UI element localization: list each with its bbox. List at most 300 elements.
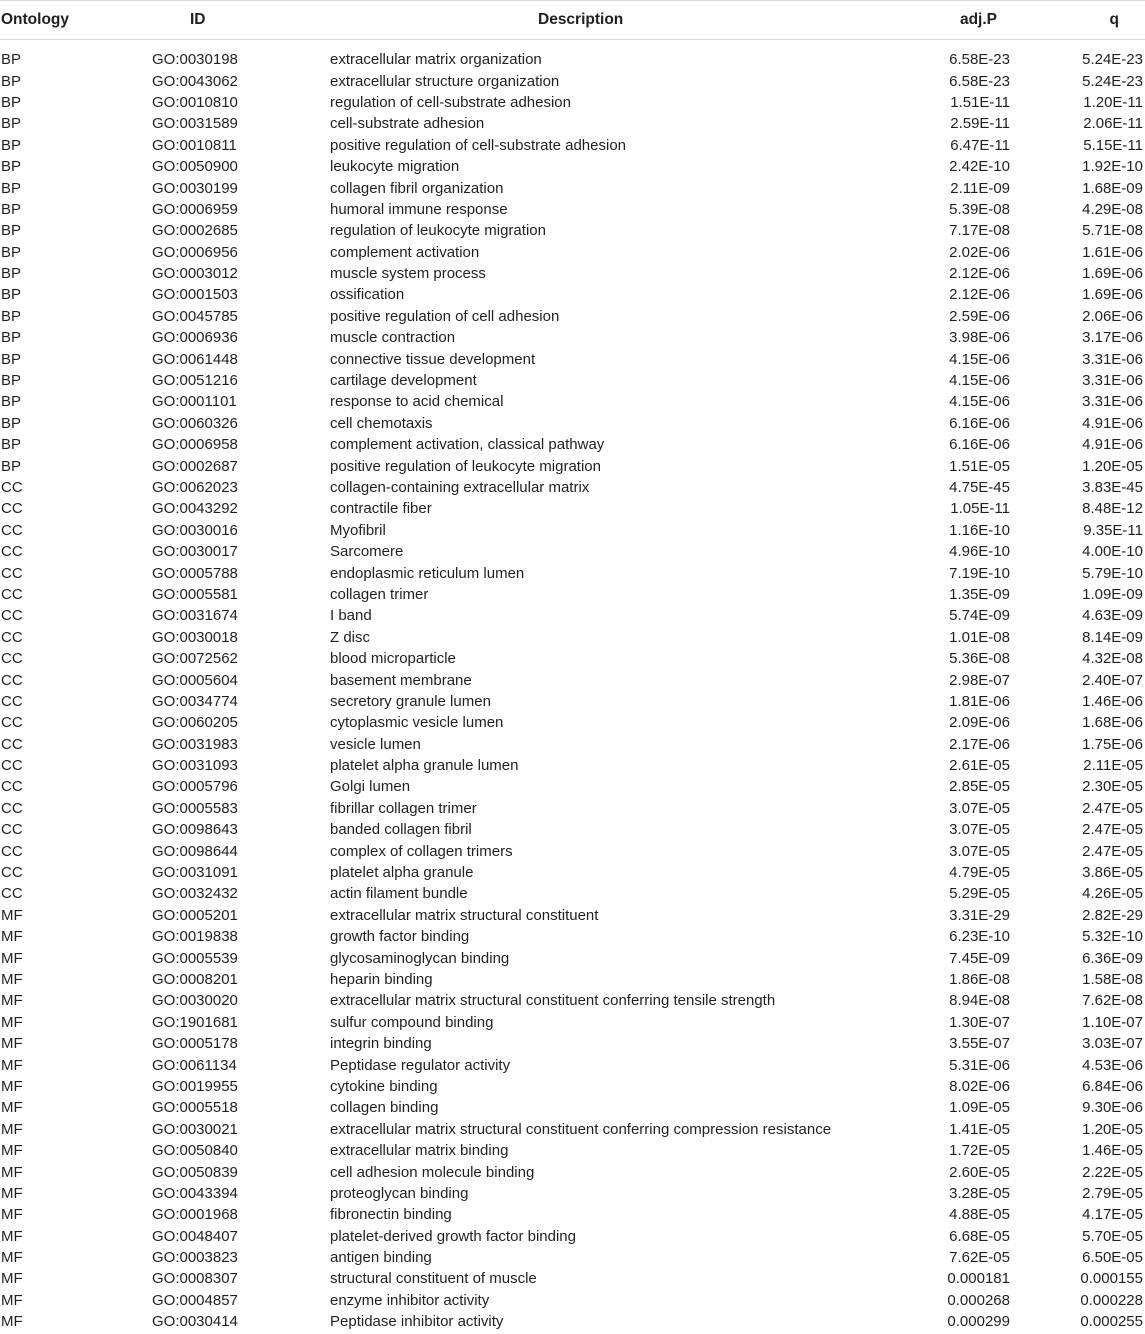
- cell-q: 1.69E-06: [1082, 265, 1143, 283]
- cell-adjp: 2.12E-06: [949, 286, 1010, 304]
- cell-go-id: GO:0043292: [152, 500, 238, 518]
- cell-description: collagen fibril organization: [330, 179, 504, 197]
- cell-adjp: 1.16E-10: [949, 521, 1010, 539]
- cell-description: complement activation, classical pathway: [330, 436, 605, 454]
- table-row: [0, 1140, 1145, 1161]
- cell-ontology: MF: [1, 970, 23, 988]
- cell-q: 1.46E-06: [1082, 692, 1143, 710]
- table-row: [0, 306, 1145, 327]
- cell-ontology: CC: [1, 671, 23, 689]
- cell-ontology: CC: [1, 864, 23, 882]
- cell-go-id: GO:0030414: [152, 1313, 238, 1331]
- cell-adjp: 4.75E-45: [949, 479, 1010, 496]
- cell-go-id: GO:0030199: [152, 179, 238, 197]
- cell-go-id: GO:0005518: [152, 1099, 238, 1117]
- cell-ontology: MF: [1, 1142, 23, 1160]
- cell-go-id: GO:0010811: [152, 136, 237, 154]
- cell-description: cell adhesion molecule binding: [330, 1163, 535, 1181]
- cell-go-id: GO:0019838: [152, 928, 238, 946]
- cell-go-id: GO:0045785: [152, 307, 238, 325]
- cell-q: 2.40E-07: [1082, 671, 1143, 689]
- table-row: [0, 135, 1145, 156]
- cell-ontology: CC: [1, 585, 23, 603]
- cell-ontology: MF: [1, 928, 23, 946]
- cell-go-id: GO:0003012: [152, 265, 238, 283]
- cell-ontology: CC: [1, 735, 23, 753]
- cell-adjp: 4.79E-05: [949, 864, 1010, 882]
- table-row: [0, 712, 1145, 733]
- cell-adjp: 3.07E-05: [949, 821, 1010, 839]
- cell-ontology: MF: [1, 1013, 23, 1031]
- cell-adjp: 1.72E-05: [949, 1142, 1010, 1160]
- cell-adjp: 2.59E-11: [950, 115, 1010, 133]
- cell-adjp: 3.98E-06: [949, 329, 1010, 347]
- cell-description: extracellular matrix structural constituent conferring compression resistance: [330, 1120, 832, 1138]
- cell-adjp: 8.94E-08: [949, 992, 1010, 1010]
- cell-ontology: CC: [1, 799, 23, 817]
- cell-adjp: 6.16E-06: [949, 414, 1010, 432]
- cell-ontology: CC: [1, 564, 23, 582]
- table-row: [0, 947, 1145, 968]
- cell-ontology: CC: [1, 842, 23, 860]
- cell-ontology: BP: [1, 243, 22, 261]
- cell-ontology: MF: [1, 906, 23, 924]
- table-row: [0, 263, 1145, 284]
- cell-description: platelet-derived growth factor binding: [330, 1227, 576, 1245]
- cell-go-id: GO:0048407: [152, 1227, 238, 1245]
- cell-ontology: MF: [1, 1099, 23, 1117]
- cell-q: 3.83E-45: [1082, 479, 1143, 496]
- cell-go-id: GO:0030017: [152, 543, 238, 561]
- cell-go-id: GO:0006958: [152, 436, 238, 454]
- cell-go-id: GO:0031589: [152, 115, 238, 133]
- cell-adjp: 1.05E-11: [950, 500, 1010, 518]
- cell-description: extracellular matrix binding: [330, 1142, 509, 1160]
- table-row: [0, 905, 1145, 926]
- cell-description: platelet alpha granule lumen: [330, 757, 519, 775]
- cell-description: Peptidase regulator activity: [330, 1056, 511, 1074]
- table-row: [0, 648, 1145, 669]
- cell-q: 1.68E-09: [1082, 179, 1143, 197]
- cell-description: leukocyte migration: [330, 158, 460, 176]
- table-row: [0, 798, 1145, 819]
- cell-go-id: GO:0005796: [152, 778, 238, 796]
- cell-description: extracellular matrix structural constituent conferring tensile strength: [330, 992, 776, 1010]
- table-header: [0, 1, 1145, 40]
- cell-adjp: 1.09E-05: [949, 1099, 1010, 1117]
- cell-q: 2.06E-11: [1083, 115, 1143, 133]
- cell-go-id: GO:0098643: [152, 821, 238, 839]
- cell-ontology: MF: [1, 1206, 23, 1224]
- cell-ontology: MF: [1, 1056, 23, 1074]
- cell-adjp: 3.31E-29: [949, 906, 1010, 924]
- cell-ontology: CC: [1, 628, 23, 646]
- cell-ontology: BP: [1, 286, 22, 304]
- cell-adjp: 3.07E-05: [949, 799, 1010, 817]
- table-row: [0, 348, 1145, 369]
- cell-adjp: 4.88E-05: [949, 1206, 1010, 1224]
- cell-adjp: 4.15E-06: [949, 393, 1010, 411]
- cell-go-id: GO:0072562: [152, 650, 238, 668]
- cell-ontology: BP: [1, 265, 22, 283]
- table-row: [0, 1290, 1145, 1311]
- table-body: [0, 40, 1145, 1333]
- table-row: [0, 1097, 1145, 1118]
- table-row: [0, 455, 1145, 476]
- table-row: [0, 498, 1145, 519]
- cell-q: 7.62E-08: [1082, 992, 1143, 1010]
- cell-adjp: 7.45E-09: [949, 949, 1010, 967]
- cell-go-id: GO:0032432: [152, 885, 238, 903]
- cell-adjp: 6.16E-06: [949, 436, 1010, 454]
- cell-adjp: 3.07E-05: [949, 842, 1010, 860]
- cell-adjp: 1.01E-08: [949, 628, 1010, 646]
- cell-go-id: GO:0005581: [152, 585, 238, 603]
- cell-adjp: 6.58E-23: [949, 72, 1010, 90]
- cell-ontology: BP: [1, 136, 22, 154]
- cell-adjp: 6.47E-11: [950, 136, 1010, 154]
- cell-go-id: GO:0050839: [152, 1163, 238, 1181]
- cell-go-id: GO:0003823: [152, 1249, 238, 1267]
- table-row: [0, 691, 1145, 712]
- cell-q: 3.31E-06: [1082, 350, 1143, 368]
- cell-q: 0.000255: [1080, 1313, 1143, 1331]
- header-q: q: [1027, 1, 1145, 40]
- cell-go-id: GO:0031091: [152, 864, 238, 882]
- table-row: [0, 883, 1145, 904]
- cell-adjp: 2.85E-05: [949, 778, 1010, 796]
- cell-go-id: GO:1901681: [152, 1013, 238, 1031]
- cell-q: 3.03E-07: [1082, 1035, 1143, 1053]
- table-row: [0, 113, 1145, 134]
- table-row: [0, 92, 1145, 113]
- cell-q: 1.20E-11: [1083, 93, 1143, 111]
- cell-description: fibronectin binding: [330, 1206, 452, 1224]
- cell-go-id: GO:0030021: [152, 1120, 238, 1138]
- cell-description: integrin binding: [330, 1035, 432, 1053]
- cell-ontology: BP: [1, 51, 22, 69]
- cell-adjp: 5.36E-08: [949, 650, 1010, 668]
- table-row: [0, 1054, 1145, 1075]
- table-row: [0, 1119, 1145, 1140]
- table-row: [0, 627, 1145, 648]
- cell-adjp: 7.17E-08: [949, 222, 1010, 240]
- cell-ontology: MF: [1, 1227, 23, 1245]
- cell-adjp: 1.41E-05: [949, 1120, 1010, 1138]
- cell-adjp: 1.51E-11: [950, 93, 1010, 111]
- cell-description: endoplasmic reticulum lumen: [330, 564, 525, 582]
- cell-q: 3.86E-05: [1082, 864, 1143, 882]
- cell-q: 3.31E-06: [1082, 372, 1143, 390]
- cell-ontology: BP: [1, 115, 22, 133]
- cell-go-id: GO:0030198: [152, 51, 238, 69]
- cell-description: positive regulation of cell-substrate adhesion: [330, 136, 627, 154]
- cell-description: muscle system process: [330, 265, 486, 283]
- cell-q: 5.24E-23: [1082, 72, 1143, 90]
- cell-q: 6.36E-09: [1082, 949, 1143, 967]
- cell-description: I band: [330, 607, 372, 625]
- cell-adjp: 7.19E-10: [949, 564, 1010, 582]
- table-row: [0, 605, 1145, 626]
- cell-q: 1.46E-05: [1082, 1142, 1143, 1160]
- cell-ontology: CC: [1, 479, 23, 496]
- cell-description: banded collagen fibril: [330, 821, 472, 839]
- cell-ontology: CC: [1, 607, 23, 625]
- table-row: [0, 840, 1145, 861]
- header-adjp: adj.P: [890, 1, 1027, 40]
- table-row: [0, 669, 1145, 690]
- cell-go-id: GO:0043062: [152, 72, 238, 90]
- table-row: [0, 370, 1145, 391]
- cell-ontology: MF: [1, 949, 23, 967]
- cell-description: antigen binding: [330, 1249, 432, 1267]
- table-row: [0, 413, 1145, 434]
- cell-ontology: CC: [1, 821, 23, 839]
- cell-go-id: GO:0005583: [152, 799, 238, 817]
- cell-description: cytoplasmic vesicle lumen: [330, 714, 504, 732]
- cell-adjp: 4.15E-06: [949, 372, 1010, 390]
- cell-adjp: 6.58E-23: [949, 51, 1010, 69]
- cell-go-id: GO:0030020: [152, 992, 238, 1010]
- table-row: [0, 562, 1145, 583]
- cell-description: complex of collagen trimers: [330, 842, 513, 860]
- cell-q: 1.75E-06: [1082, 735, 1143, 753]
- cell-description: regulation of cell-substrate adhesion: [330, 93, 571, 111]
- cell-ontology: BP: [1, 350, 22, 368]
- cell-ontology: BP: [1, 200, 22, 218]
- cell-go-id: GO:0031093: [152, 757, 238, 775]
- cell-adjp: 3.55E-07: [949, 1035, 1010, 1053]
- cell-ontology: CC: [1, 521, 23, 539]
- cell-ontology: BP: [1, 329, 22, 347]
- cell-ontology: MF: [1, 992, 23, 1010]
- header-row: [0, 1, 1145, 40]
- cell-adjp: 2.17E-06: [949, 735, 1010, 753]
- cell-description: cytokine binding: [330, 1077, 438, 1095]
- table-row: [0, 755, 1145, 776]
- cell-go-id: GO:0006936: [152, 329, 238, 347]
- table-row: [0, 862, 1145, 883]
- cell-ontology: CC: [1, 714, 23, 732]
- cell-adjp: 5.74E-09: [949, 607, 1010, 625]
- cell-go-id: GO:0008307: [152, 1270, 238, 1288]
- cell-q: 4.91E-06: [1082, 414, 1143, 432]
- cell-description: structural constituent of muscle: [330, 1270, 537, 1288]
- cell-q: 5.70E-05: [1082, 1227, 1143, 1245]
- cell-q: 2.11E-05: [1083, 757, 1143, 775]
- cell-q: 6.50E-05: [1082, 1249, 1143, 1267]
- cell-go-id: GO:0006959: [152, 200, 238, 218]
- cell-description: actin filament bundle: [330, 885, 468, 903]
- table-row: [0, 1161, 1145, 1182]
- cell-adjp: 3.28E-05: [949, 1184, 1010, 1202]
- cell-q: 5.15E-11: [1083, 136, 1143, 154]
- cell-adjp: 2.09E-06: [949, 714, 1010, 732]
- cell-description: proteoglycan binding: [330, 1184, 469, 1202]
- cell-q: 1.92E-10: [1082, 158, 1143, 176]
- cell-go-id: GO:0006956: [152, 243, 238, 261]
- cell-description: growth factor binding: [330, 928, 470, 946]
- table-row: [0, 990, 1145, 1011]
- cell-ontology: BP: [1, 393, 22, 411]
- cell-ontology: BP: [1, 414, 22, 432]
- cell-description: extracellular matrix organization: [330, 51, 542, 69]
- cell-q: 2.47E-05: [1082, 799, 1143, 817]
- cell-go-id: GO:0001503: [152, 286, 238, 304]
- cell-ontology: BP: [1, 457, 22, 475]
- cell-ontology: MF: [1, 1313, 23, 1331]
- table-row: [0, 584, 1145, 605]
- cell-description: collagen-containing extracellular matrix: [330, 479, 590, 496]
- table-row: [0, 819, 1145, 840]
- cell-go-id: GO:0030016: [152, 521, 238, 539]
- cell-q: 4.00E-10: [1082, 543, 1143, 561]
- cell-adjp: 1.81E-06: [949, 692, 1010, 710]
- cell-q: 8.48E-12: [1082, 500, 1143, 518]
- cell-description: response to acid chemical: [330, 393, 504, 411]
- cell-description: humoral immune response: [330, 200, 508, 218]
- cell-adjp: 2.02E-06: [949, 243, 1010, 261]
- cell-q: 1.58E-08: [1082, 970, 1143, 988]
- cell-description: Myofibril: [330, 521, 386, 539]
- cell-q: 2.79E-05: [1082, 1184, 1143, 1202]
- cell-adjp: 1.86E-08: [949, 970, 1010, 988]
- cell-q: 2.47E-05: [1082, 842, 1143, 860]
- cell-adjp: 7.62E-05: [949, 1249, 1010, 1267]
- cell-go-id: GO:0001968: [152, 1206, 238, 1224]
- cell-q: 1.68E-06: [1082, 714, 1143, 732]
- cell-go-id: GO:0060205: [152, 714, 238, 732]
- cell-ontology: CC: [1, 885, 23, 903]
- cell-description: muscle contraction: [330, 329, 456, 347]
- table-row: [0, 926, 1145, 947]
- cell-q: 4.91E-06: [1082, 436, 1143, 454]
- table-row: [0, 1311, 1145, 1332]
- cell-q: 4.53E-06: [1082, 1056, 1143, 1074]
- table-row: [0, 70, 1145, 91]
- table-row: [0, 1225, 1145, 1246]
- cell-adjp: 5.39E-08: [949, 200, 1010, 218]
- cell-description: connective tissue development: [330, 350, 536, 368]
- cell-q: 5.71E-08: [1082, 222, 1143, 240]
- cell-ontology: BP: [1, 222, 22, 240]
- cell-ontology: CC: [1, 500, 23, 518]
- table-row: [0, 1012, 1145, 1033]
- cell-go-id: GO:0002687: [152, 457, 238, 475]
- cell-go-id: GO:0031983: [152, 735, 238, 753]
- table-row: [0, 284, 1145, 305]
- table-row: [0, 434, 1145, 455]
- cell-adjp: 0.000299: [947, 1313, 1010, 1331]
- table-row: [0, 49, 1145, 70]
- cell-adjp: 5.31E-06: [949, 1056, 1010, 1074]
- cell-ontology: BP: [1, 436, 22, 454]
- cell-description: contractile fiber: [330, 500, 432, 518]
- table-row: [0, 156, 1145, 177]
- cell-go-id: GO:0005201: [152, 906, 238, 924]
- cell-q: 0.000228: [1080, 1291, 1143, 1309]
- cell-go-id: GO:0005604: [152, 671, 238, 689]
- cell-ontology: MF: [1, 1291, 23, 1309]
- cell-q: 0.000155: [1080, 1270, 1143, 1288]
- cell-q: 1.09E-09: [1082, 585, 1143, 603]
- cell-adjp: 2.59E-06: [949, 307, 1010, 325]
- cell-q: 4.32E-08: [1082, 650, 1143, 668]
- cell-ontology: MF: [1, 1270, 23, 1288]
- cell-q: 4.26E-05: [1082, 885, 1143, 903]
- cell-q: 2.22E-05: [1082, 1163, 1143, 1181]
- cell-adjp: 0.000268: [947, 1291, 1010, 1309]
- cell-ontology: CC: [1, 778, 23, 796]
- cell-adjp: 4.96E-10: [949, 543, 1010, 561]
- cell-description: regulation of leukocyte migration: [330, 222, 546, 240]
- table-row: [0, 1247, 1145, 1268]
- cell-description: complement activation: [330, 243, 480, 261]
- cell-q: 3.17E-06: [1082, 329, 1143, 347]
- table-row: [0, 541, 1145, 562]
- cell-adjp: 1.51E-05: [949, 457, 1010, 475]
- table-row: [0, 1033, 1145, 1054]
- cell-ontology: BP: [1, 307, 22, 325]
- cell-description: positive regulation of cell adhesion: [330, 307, 560, 325]
- cell-q: 1.10E-07: [1082, 1013, 1143, 1031]
- header-description: Description: [324, 1, 890, 40]
- cell-adjp: 0.000181: [947, 1270, 1010, 1288]
- cell-description: cell-substrate adhesion: [330, 115, 485, 133]
- cell-ontology: CC: [1, 692, 23, 710]
- cell-description: extracellular matrix structural constituent: [330, 906, 599, 924]
- cell-description: cartilage development: [330, 372, 477, 390]
- cell-go-id: GO:0098644: [152, 842, 238, 860]
- header-spacer: [0, 40, 1145, 50]
- table-row: [0, 391, 1145, 412]
- cell-ontology: BP: [1, 93, 22, 111]
- cell-ontology: CC: [1, 543, 23, 561]
- cell-go-id: GO:0062023: [152, 479, 238, 496]
- cell-adjp: 2.98E-07: [949, 671, 1010, 689]
- cell-q: 5.79E-10: [1082, 564, 1143, 582]
- table-row: [0, 1076, 1145, 1097]
- cell-q: 9.30E-06: [1082, 1099, 1143, 1117]
- cell-go-id: GO:0050840: [152, 1142, 238, 1160]
- cell-q: 2.30E-05: [1082, 778, 1143, 796]
- cell-ontology: MF: [1, 1120, 23, 1138]
- table-row: [0, 177, 1145, 198]
- cell-ontology: BP: [1, 179, 22, 197]
- cell-description: heparin binding: [330, 970, 433, 988]
- cell-go-id: GO:0043394: [152, 1184, 238, 1202]
- cell-description: secretory granule lumen: [330, 692, 491, 710]
- cell-ontology: MF: [1, 1163, 23, 1181]
- cell-q: 5.24E-23: [1082, 51, 1143, 69]
- cell-description: glycosaminoglycan binding: [330, 949, 510, 967]
- cell-description: collagen binding: [330, 1099, 439, 1117]
- table-row: [0, 199, 1145, 220]
- cell-adjp: 8.02E-06: [949, 1077, 1010, 1095]
- cell-go-id: GO:0001101: [152, 393, 237, 411]
- cell-ontology: BP: [1, 72, 22, 90]
- cell-go-id: GO:0061448: [152, 350, 238, 368]
- cell-description: Golgi lumen: [330, 778, 411, 796]
- cell-go-id: GO:0004857: [152, 1291, 238, 1309]
- cell-adjp: 2.61E-05: [949, 757, 1010, 775]
- cell-go-id: GO:0034774: [152, 692, 238, 710]
- cell-q: 2.06E-06: [1082, 307, 1143, 325]
- cell-adjp: 2.12E-06: [949, 265, 1010, 283]
- cell-description: positive regulation of leukocyte migration: [330, 457, 601, 475]
- table-row: [0, 734, 1145, 755]
- header-ontology: Ontology: [0, 1, 148, 40]
